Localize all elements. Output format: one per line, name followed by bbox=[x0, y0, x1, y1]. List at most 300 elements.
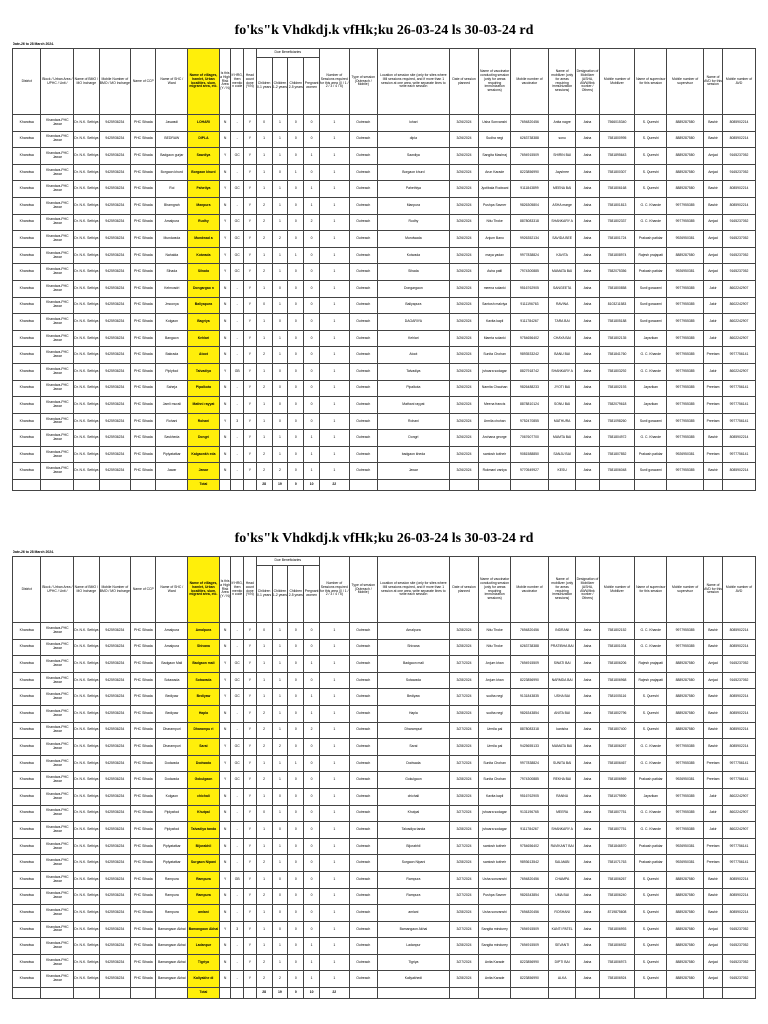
table-cell: 8085902214 bbox=[723, 115, 756, 132]
table-cell: Khandwa bbox=[13, 115, 41, 132]
table-cell: Khandwa bbox=[13, 705, 41, 722]
table-cell: Khandwa-PHC Jawar bbox=[41, 672, 74, 689]
table-cell: 7581806467 bbox=[599, 755, 635, 772]
table-cell: 3/26/2024 bbox=[449, 247, 479, 264]
table-cell: Prakash patidar bbox=[635, 855, 667, 872]
table-cell: 9977756141 bbox=[723, 855, 756, 872]
table-cell: 9165237052 bbox=[723, 672, 756, 689]
table-cell: Khandwa-PHC Jawar bbox=[41, 971, 74, 988]
table-cell: 3/26/2024 bbox=[449, 181, 479, 198]
table-cell: Khutpal bbox=[378, 805, 450, 822]
table-cell: Dongri bbox=[378, 430, 450, 447]
table-cell: PHC Sihada bbox=[131, 656, 156, 673]
table-cell: Outreach bbox=[349, 971, 377, 988]
table-cell: Jakir bbox=[704, 280, 723, 297]
table-cell: 7581806924 bbox=[599, 971, 635, 988]
table-cell: Archana george bbox=[479, 430, 511, 447]
table-cell: 2 bbox=[256, 772, 272, 789]
table-cell: S. Qureshi bbox=[635, 954, 667, 971]
table-cell: Dr. N.K. Sethiya bbox=[74, 755, 99, 772]
table-cell: 9977838824 bbox=[510, 755, 548, 772]
table-cell: Outreach bbox=[349, 822, 377, 839]
table-cell: N bbox=[219, 822, 231, 839]
blank-cell bbox=[548, 988, 575, 999]
blank-cell bbox=[219, 988, 231, 999]
table-cell: Sawdiya bbox=[188, 148, 220, 165]
table-cell: 9826488233 bbox=[510, 380, 548, 397]
table-cell: 3/28/2024 bbox=[449, 672, 479, 689]
table-cell: 1 bbox=[256, 755, 272, 772]
table-cell: Dodwada bbox=[156, 772, 188, 789]
table-cell: Asha bbox=[576, 363, 599, 380]
table-cell: Asha bbox=[576, 921, 599, 938]
table-cell: 9165237052 bbox=[723, 214, 756, 231]
table-cell: Urmila chohan bbox=[479, 413, 511, 430]
table-cell: 1 bbox=[320, 938, 350, 955]
table-cell: Bashir bbox=[704, 463, 723, 480]
table-cell: Outreach bbox=[349, 954, 377, 971]
table-cell: 8085902214 bbox=[723, 689, 756, 706]
table-cell: 1 bbox=[256, 905, 272, 922]
table-cell: 3/27/2024 bbox=[449, 954, 479, 971]
table-cell: Badgaon mali bbox=[378, 656, 450, 673]
table-cell: 7581802337 bbox=[599, 214, 635, 231]
table-cell: Jaysrikan bbox=[635, 788, 667, 805]
table-cell: 0 bbox=[288, 115, 304, 132]
table-row bbox=[13, 148, 756, 165]
table-cell: 0 bbox=[288, 363, 304, 380]
table-cell: PHC Sihada bbox=[131, 280, 156, 297]
table-cell: 0 bbox=[288, 822, 304, 839]
table-cell: 7694915509 bbox=[510, 938, 548, 955]
table-cell: Asha bbox=[576, 755, 599, 772]
table-cell: Outreach bbox=[349, 722, 377, 739]
table-cell: 1 bbox=[256, 871, 272, 888]
blank-cell bbox=[74, 480, 99, 491]
table-cell: Dr. N.K. Sethiya bbox=[74, 214, 99, 231]
blank-cell bbox=[510, 480, 548, 491]
table-cell: 7581895643 bbox=[599, 148, 635, 165]
blank-cell bbox=[576, 988, 599, 999]
table-cell: Khandwa-PHC Jawar bbox=[41, 446, 74, 463]
table-cell: PHC Sihada bbox=[131, 755, 156, 772]
table-cell: 0 bbox=[272, 164, 288, 181]
table-cell: 9977955385 bbox=[667, 347, 704, 364]
table-cell: 7581801724 bbox=[599, 231, 635, 248]
table-cell: Outreach bbox=[349, 380, 377, 397]
table-cell: 8889287580 bbox=[667, 971, 704, 988]
table-cell: Outreach bbox=[349, 888, 377, 905]
table-row bbox=[13, 446, 756, 463]
table-cell: Dongargao n bbox=[188, 280, 220, 297]
table-cell: 1 bbox=[320, 672, 350, 689]
table-cell: Y bbox=[219, 755, 231, 772]
table-cell: Y bbox=[219, 656, 231, 673]
table-cell: 7581806932 bbox=[599, 938, 635, 955]
table-cell: 1 bbox=[320, 231, 350, 248]
table-cell: 8223856990 bbox=[510, 954, 548, 971]
table-cell: 1 bbox=[288, 247, 304, 264]
table-cell: 1 bbox=[320, 838, 350, 855]
blank-cell bbox=[449, 988, 479, 999]
table-cell: 7582079618 bbox=[599, 397, 635, 414]
table-cell: Sarai bbox=[378, 739, 450, 756]
table-cell: 1 bbox=[320, 623, 350, 640]
table-cell: 1 bbox=[320, 639, 350, 656]
table-cell: 1 bbox=[320, 871, 350, 888]
table-cell: Amalpura bbox=[188, 623, 220, 640]
table-cell: - bbox=[231, 330, 244, 347]
table-cell: Outreach bbox=[349, 838, 377, 855]
table-cell: 0 bbox=[272, 822, 288, 839]
table-cell: Khandwa bbox=[13, 623, 41, 640]
table-cell: G. C. Khande bbox=[635, 623, 667, 640]
table-cell: Surgaon Nipani bbox=[378, 855, 450, 872]
table-cell: Khandwa-PHC Jawar bbox=[41, 214, 74, 231]
table-cell: Asha bbox=[576, 905, 599, 922]
table-cell: Asha bbox=[576, 231, 599, 248]
table-cell: 0 bbox=[304, 363, 320, 380]
table-cell: Kaliyakhe di bbox=[188, 971, 220, 988]
table-cell: Y bbox=[244, 380, 257, 397]
table-cell: Khandwa bbox=[13, 689, 41, 706]
table-cell: 9425936234 bbox=[99, 954, 131, 971]
table-cell: PHC Sihada bbox=[131, 772, 156, 789]
table-cell: Khandwa bbox=[13, 214, 41, 231]
table-cell: Khandwa bbox=[13, 888, 41, 905]
table-cell: 9770549927 bbox=[510, 463, 548, 480]
table-cell: 1 bbox=[304, 689, 320, 706]
table-row bbox=[13, 722, 756, 739]
table-cell: 1 bbox=[320, 314, 350, 331]
table-cell: Dr. N.K. Sethiya bbox=[74, 623, 99, 640]
blank-cell bbox=[479, 480, 511, 491]
table-cell: Kolgaon bbox=[156, 314, 188, 331]
table-cell: NARMDA BAI bbox=[548, 672, 575, 689]
table-cell: Badgaon mali bbox=[188, 656, 220, 673]
table-cell: Sunita Chohan bbox=[479, 755, 511, 772]
table-cell: PHC Sihada bbox=[131, 446, 156, 463]
table-cell: 9425936234 bbox=[99, 264, 131, 281]
table-cell: Khandwa bbox=[13, 905, 41, 922]
table-cell: Piplyatatkar bbox=[156, 855, 188, 872]
table-cell: Rudhy bbox=[188, 214, 220, 231]
table-cell: Dr. N.K. Sethiya bbox=[74, 855, 99, 872]
table-cell: - bbox=[231, 164, 244, 181]
table-cell: Dr. N.K. Sethiya bbox=[74, 413, 99, 430]
table-cell: N bbox=[219, 888, 231, 905]
table-cell: 3/28/2024 bbox=[449, 788, 479, 805]
table-cell: Asha bbox=[576, 838, 599, 855]
table-cell: Piplyfool bbox=[156, 363, 188, 380]
table-cell: 9926352134 bbox=[510, 231, 548, 248]
blank-cell bbox=[479, 988, 511, 999]
col-avd-mobile: Mobile number of AVD bbox=[723, 49, 756, 115]
table-cell: 3/26/2024 bbox=[449, 330, 479, 347]
table-cell: 1 bbox=[304, 705, 320, 722]
col-sessions: Number of Sessions required for this area (0 / 1 / 2 / 3 / 4 / 5) bbox=[320, 557, 350, 623]
table-cell: 9165237052 bbox=[723, 656, 756, 673]
table-cell: - bbox=[231, 822, 244, 839]
table-cell: Outreach bbox=[349, 397, 377, 414]
table-cell: PHC Sihada bbox=[131, 838, 156, 855]
table-cell: 1 bbox=[272, 656, 288, 673]
col-mobilizer: Name of mobilizer (only for areas requiring immunization sessions) bbox=[548, 49, 575, 115]
blank-cell bbox=[99, 988, 131, 999]
blank-cell bbox=[723, 480, 756, 491]
table-cell: GB bbox=[231, 871, 244, 888]
table-cell: Khandwa-PHC Jawar bbox=[41, 838, 74, 855]
table-cell: S. Qureshi bbox=[635, 689, 667, 706]
table-cell: PHC Sihada bbox=[131, 722, 156, 739]
total-row bbox=[13, 988, 756, 999]
table-cell: 3/26/2024 bbox=[449, 197, 479, 214]
table-cell: - bbox=[231, 131, 244, 148]
table-cell: 9425936234 bbox=[99, 705, 131, 722]
table-cell: 0 bbox=[304, 755, 320, 772]
table-cell: 3/26/2024 bbox=[449, 430, 479, 447]
table-cell: 1 bbox=[320, 446, 350, 463]
table-cell: Y bbox=[244, 446, 257, 463]
blank-cell bbox=[349, 480, 377, 491]
table-cell: Dr. N.K. Sethiya bbox=[74, 164, 99, 181]
table-cell: 1 bbox=[320, 115, 350, 132]
table-cell: Dr. N.K. Sethiya bbox=[74, 921, 99, 938]
table-cell: Mundwada bbox=[378, 231, 450, 248]
table-cell: 1 bbox=[272, 131, 288, 148]
table-cell: Outreach bbox=[349, 623, 377, 640]
table-cell: Dharampu ri bbox=[188, 722, 220, 739]
table-cell: 1 bbox=[272, 297, 288, 314]
table-cell: 0 bbox=[304, 772, 320, 789]
table-cell: - bbox=[231, 446, 244, 463]
table-cell: Pahetiya bbox=[188, 181, 220, 198]
table-cell: 8889287580 bbox=[667, 115, 704, 132]
table-cell: 1 bbox=[256, 822, 272, 839]
blank-cell bbox=[378, 988, 450, 999]
table-row bbox=[13, 247, 756, 264]
table-cell: GC bbox=[231, 755, 244, 772]
table-cell: 3/28/2024 bbox=[449, 623, 479, 640]
table-cell: 7581841760 bbox=[599, 347, 635, 364]
table-cell: PHC Sihada bbox=[131, 231, 156, 248]
table-cell: N bbox=[219, 430, 231, 447]
table-row bbox=[13, 971, 756, 988]
table-cell: N bbox=[219, 905, 231, 922]
table-cell: 9425936234 bbox=[99, 164, 131, 181]
blank-cell bbox=[599, 480, 635, 491]
table-cell: 0 bbox=[304, 247, 320, 264]
table-cell: N bbox=[219, 722, 231, 739]
table-cell: 0 bbox=[288, 921, 304, 938]
table-cell: 0 bbox=[288, 938, 304, 955]
table-cell: 2 bbox=[256, 264, 272, 281]
table-cell: Khandwa bbox=[13, 231, 41, 248]
table-cell: Khandwa-PHC Jawar bbox=[41, 656, 74, 673]
table-cell: 1 bbox=[320, 264, 350, 281]
table-cell: PHC Sihada bbox=[131, 181, 156, 198]
table-cell: G. C. Khande bbox=[635, 430, 667, 447]
table-cell: Dr. N.K. Sethiya bbox=[74, 888, 99, 905]
table-cell: 8889287580 bbox=[667, 722, 704, 739]
table-cell: 7694915509 bbox=[510, 656, 548, 673]
table-cell: MEENA BAI bbox=[548, 181, 575, 198]
table-cell: 1 bbox=[304, 971, 320, 988]
table-cell: SANGEETA bbox=[548, 280, 575, 297]
table-cell: 1 bbox=[320, 297, 350, 314]
table-cell: Dr. N.K. Sethiya bbox=[74, 115, 99, 132]
table-cell: Bamangaon Akhai bbox=[188, 921, 220, 938]
table-cell: 1 bbox=[256, 639, 272, 656]
table-cell: Sangita Mashraj bbox=[479, 148, 511, 165]
table-cell: Khandwa-PHC Jawar bbox=[41, 430, 74, 447]
table-cell: Dr. N.K. Sethiya bbox=[74, 805, 99, 822]
table-cell: 7974300885 bbox=[510, 264, 548, 281]
table-cell: 8602242907 bbox=[723, 297, 756, 314]
table-row bbox=[13, 838, 756, 855]
table-cell: Khandwa bbox=[13, 838, 41, 855]
table-cell: 1 bbox=[272, 181, 288, 198]
table-cell: 0 bbox=[288, 722, 304, 739]
table-cell: Anjum khan bbox=[479, 672, 511, 689]
table-cell: Y bbox=[244, 463, 257, 480]
table-cell: Jamli murali bbox=[156, 397, 188, 414]
table-cell: Meena francis bbox=[479, 397, 511, 414]
table-cell: Khandwa bbox=[13, 131, 41, 148]
table-cell: 0 bbox=[288, 971, 304, 988]
table-cell: BEDRAW bbox=[156, 131, 188, 148]
table-cell: 1 bbox=[320, 380, 350, 397]
blank-cell bbox=[231, 988, 244, 999]
table-cell: 3 bbox=[231, 921, 244, 938]
table-cell: Amalpura bbox=[156, 623, 188, 640]
table-cell: 0 bbox=[288, 772, 304, 789]
table-cell: Asha bbox=[576, 148, 599, 165]
table-cell: Khandwa bbox=[13, 938, 41, 955]
table-cell: Outreach bbox=[349, 871, 377, 888]
table-cell: 2 bbox=[256, 722, 272, 739]
table-cell: 8223856990 bbox=[510, 672, 548, 689]
table-cell: Dr. N.K. Sethiya bbox=[74, 838, 99, 855]
table-cell: PHC Sihada bbox=[131, 689, 156, 706]
table-cell: Asha bbox=[576, 131, 599, 148]
table-cell: Kelmvadri bbox=[156, 280, 188, 297]
table-cell: Y bbox=[219, 148, 231, 165]
table-cell: Bashir bbox=[704, 871, 723, 888]
table-cell: 9425936234 bbox=[99, 247, 131, 264]
table-cell: Y bbox=[244, 164, 257, 181]
table-cell: Preetam bbox=[704, 755, 723, 772]
table-cell: 8889287580 bbox=[667, 905, 704, 922]
table-cell: 1 bbox=[320, 905, 350, 922]
table-cell: Sihada bbox=[188, 264, 220, 281]
table-cell: Khandwa bbox=[13, 788, 41, 805]
col-vaccinator-mobile: Mobile number of vaccinator bbox=[510, 557, 548, 623]
col-block: Block / Urban Area / UPHC / Unit / bbox=[41, 49, 74, 115]
page-title: fo'ks"k Vhdkdj.k vfHk;ku 26-03-24 ls 30-03-24 rd bbox=[234, 531, 534, 546]
table-cell: Dr. N.K. Sethiya bbox=[74, 247, 99, 264]
table-cell: MAMATA BAI bbox=[548, 264, 575, 281]
table-cell: PHC Sihada bbox=[131, 197, 156, 214]
table-cell: Y bbox=[244, 905, 257, 922]
table-cell: PHC Sihada bbox=[131, 954, 156, 971]
table-cell: Sunil goswami bbox=[635, 280, 667, 297]
table-row bbox=[13, 214, 756, 231]
table-cell: 8827918742 bbox=[510, 363, 548, 380]
table-cell: - bbox=[231, 314, 244, 331]
table-cell: Jakir bbox=[704, 297, 723, 314]
table-cell: 9977955385 bbox=[667, 297, 704, 314]
table-cell: Jakir bbox=[704, 788, 723, 805]
table-row bbox=[13, 938, 756, 955]
table-cell: 1 bbox=[304, 656, 320, 673]
table-row bbox=[13, 788, 756, 805]
table-cell: - bbox=[231, 297, 244, 314]
table-cell: 1 bbox=[256, 397, 272, 414]
table-cell: 9131196765 bbox=[510, 805, 548, 822]
table-cell: 9425936234 bbox=[99, 971, 131, 988]
table-cell: Khandwa bbox=[13, 430, 41, 447]
col-pregnant-women: Pregnant women bbox=[304, 566, 320, 623]
table-cell: 0 bbox=[304, 330, 320, 347]
table-cell: 8085902214 bbox=[723, 871, 756, 888]
table-cell: Y bbox=[244, 363, 257, 380]
table-cell: Y bbox=[219, 264, 231, 281]
table-cell: 2 bbox=[256, 197, 272, 214]
table-cell: S. Qureshi bbox=[635, 148, 667, 165]
table-cell: 0 bbox=[288, 888, 304, 905]
table-cell: Dr. N.K. Sethiya bbox=[74, 197, 99, 214]
table-cell: 9111196763 bbox=[510, 297, 548, 314]
table-cell: ASHA marge bbox=[548, 197, 575, 214]
table-cell: 0 bbox=[288, 788, 304, 805]
col-hrg-type: If HRG, then mention code bbox=[231, 49, 244, 115]
table-cell: PHC Sihada bbox=[131, 938, 156, 955]
table-cell: Rampura bbox=[188, 888, 220, 905]
table-cell: 9425936234 bbox=[99, 197, 131, 214]
table-row bbox=[13, 231, 756, 248]
table-cell: 0 bbox=[304, 314, 320, 331]
table-cell: Preetam bbox=[704, 413, 723, 430]
table-cell: 2 bbox=[256, 739, 272, 756]
table-cell: 9977756141 bbox=[723, 347, 756, 364]
table-cell: Asha bbox=[576, 954, 599, 971]
blank-cell bbox=[723, 988, 756, 999]
table-cell: Khandwa-PHC Jawar bbox=[41, 164, 74, 181]
blank-cell bbox=[449, 480, 479, 491]
total-label: Total bbox=[188, 988, 220, 999]
table-cell: Dr. N.K. Sethiya bbox=[74, 231, 99, 248]
table-cell: Borgaon khurd bbox=[156, 164, 188, 181]
table-cell: 1 bbox=[320, 131, 350, 148]
table-cell: Dr. N.K. Sethiya bbox=[74, 363, 99, 380]
table-cell: BANU BAI bbox=[548, 347, 575, 364]
table-cell: Preetam bbox=[704, 838, 723, 855]
table-cell: Outreach bbox=[349, 855, 377, 872]
table-cell: 0 bbox=[256, 115, 272, 132]
table-cell: PHC Sihada bbox=[131, 623, 156, 640]
table-cell: 9425936234 bbox=[99, 689, 131, 706]
table-cell: 1 bbox=[272, 705, 288, 722]
table-cell: SALMABI bbox=[548, 855, 575, 872]
table-cell: Sunil goswami bbox=[635, 413, 667, 430]
table-cell: Sudha negi bbox=[479, 131, 511, 148]
table-cell: 3/26/2024 bbox=[449, 131, 479, 148]
table-cell: 9977756141 bbox=[723, 446, 756, 463]
table-cell: Y bbox=[244, 330, 257, 347]
col-head-count: Head count done (Y/N) bbox=[244, 49, 257, 115]
table-cell: Y bbox=[244, 214, 257, 231]
